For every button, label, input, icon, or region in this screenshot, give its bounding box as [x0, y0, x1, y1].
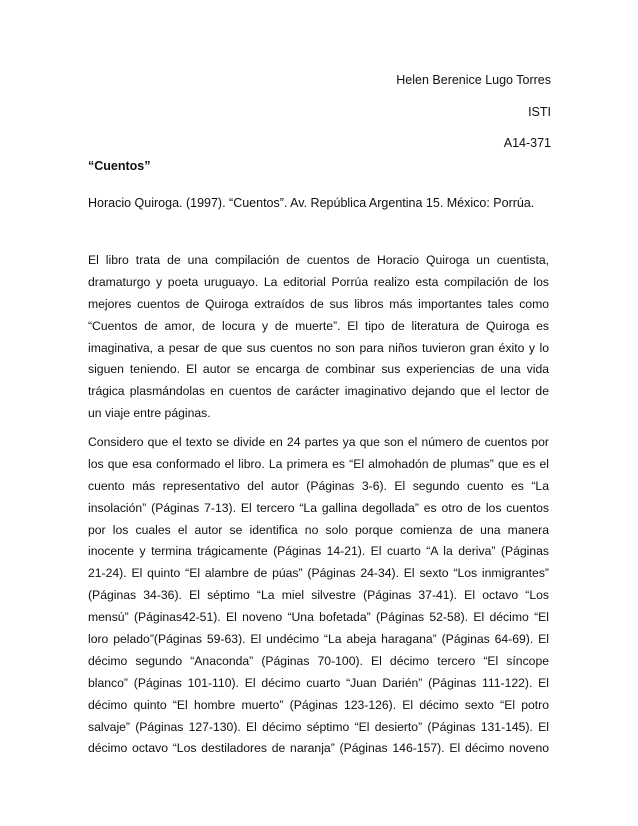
paragraph-line: “Cuentos de amor, de locura y de muerte”. El tipo de literatura de Quiroga es — [88, 318, 549, 333]
document-title: “Cuentos” — [88, 159, 151, 173]
paragraph-line: blanco” (Páginas 101-110). El décimo cuarto “Juan Darién” (Páginas 111-122). El — [88, 675, 549, 690]
paragraph-line: imaginativa, a pesar de que sus cuentos no son para niños tuvieron gran éxito y lo — [88, 340, 549, 355]
paragraph-line: siguen teniendo. El autor se encarga de combinar sus experiencias de una vida — [88, 362, 549, 377]
paragraph-2 — [88, 432, 549, 760]
paragraph-line: loro pelado”(Páginas 59-63). El undécimo “La abeja haragana” (Páginas 64-69). El — [88, 632, 549, 647]
paragraph-line: cuento más representativo del autor (Páginas 3-6). El segundo cuento es “La — [88, 478, 549, 493]
paragraph-line: los que esa conformado el libro. La primera es “El almohadón de plumas” que es el — [88, 456, 549, 471]
student-code: A14-371 — [503, 136, 551, 150]
paragraph-line: El libro trata de una compilación de cuentos de Horacio Quiroga un cuentista, — [88, 253, 549, 267]
paragraph-line: (Páginas 34-36). El séptimo “La miel silvestre (Páginas 37-41). El octavo “Los — [88, 588, 549, 603]
paragraph-line: décimo segundo “Anaconda” (Páginas 70-100). El décimo tercero “El síncope — [88, 653, 549, 668]
paragraph-1 — [88, 250, 549, 425]
paragraph-line: salvaje” (Páginas 127-130). El décimo séptimo “El desierto” (Páginas 131-145). El — [88, 719, 549, 734]
paragraph-line: mensú” (Páginas42-51). El noveno “Una bofetada” (Páginas 52-58). El décimo “El — [88, 610, 549, 625]
paragraph-line: 21-24). El quinto “El alambre de púas” (Páginas 24-34). El sexto “Los inmigrantes” — [88, 566, 549, 581]
institution: ISTI — [528, 105, 551, 119]
author-name: Helen Berenice Lugo Torres — [396, 73, 551, 87]
paragraph-line: décimo quinto “El hombre muerto” (Páginas 123-126). El décimo sexto “El potro — [88, 697, 549, 712]
paragraph-line: un viaje entre páginas. — [88, 406, 211, 421]
paragraph-line: inocente y termina trágicamente (Páginas 14-21). El cuarto “A la deriva” (Páginas — [88, 544, 549, 559]
paragraph-line: décimo octavo “Los destiladores de naranja” (Páginas 146-157). El décimo noveno — [88, 741, 549, 756]
paragraph-line: por los cuales el autor se identifica no solo porque comienza de una manera — [88, 522, 549, 537]
paragraph-line: insolación” (Páginas 7-13). El tercero “La gallina degollada” es otro de los cuentos — [88, 500, 549, 515]
bibliographic-citation: Horacio Quiroga. (1997). “Cuentos”. Av. República Argentina 15. México: Porrúa. — [88, 196, 535, 210]
paragraph-line: Considero que el texto se divide en 24 partes ya que son el número de cuentos por — [88, 435, 549, 449]
paragraph-line: dramaturgo y poeta uruguayo. La editorial Porrúa realizo esta compilación de los — [88, 274, 549, 289]
paragraph-line: trágica plasmándolas en cuentos de carácter imaginativo dejando que el lector de — [88, 384, 549, 399]
paragraph-line: mejores cuentos de Quiroga extraídos de sus libros más importantes tales como — [88, 296, 549, 311]
